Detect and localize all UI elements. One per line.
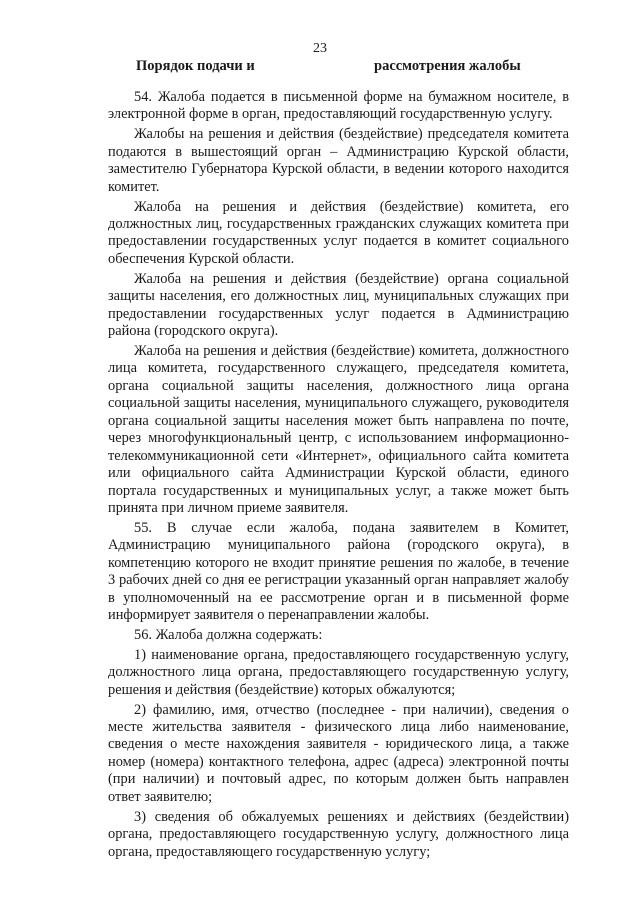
paragraph: Жалоба на решения и действия (бездействие) органа социальной защиты населения, его должностных лиц, муниципальных служащих при предоставлении государственных услуг подается в Администрацию района (городского округа). xyxy=(108,270,569,340)
paragraph: Жалоба на решения и действия (бездействие) комитета, должностного лица комитета, государственного служащего, председателя комитета, органа социальной защиты населения, должностного лица органа социальной защиты населения, муниципального служащего, руководителя органа социальной защиты населения может быть направлена по почте, через многофункциональный центр, с использованием информационно-телекоммуникационной сети «Интернет», официального сайта комитета или официального сайта Администрации Курской области, единого портала государственных и муниципальных услуг, а также может быть принята при личном приеме заявителя. xyxy=(108,342,569,516)
document-body xyxy=(108,89,569,863)
section-title-part-1: Порядок подачи и xyxy=(136,58,255,74)
page-number: 23 xyxy=(313,41,327,56)
paragraph: 1) наименование органа, предоставляющего государственную услугу, должностного лица органа, предоставляющего государственную услугу, решения и действия (бездействие) которых обжалуются; xyxy=(108,646,569,698)
paragraph: 3) сведения об обжалуемых решениях и действиях (бездействии) органа, предоставляющего государственную услугу, должностного лица органа, предоставляющего государственную услугу; xyxy=(108,808,569,860)
paragraph: Жалоба на решения и действия (бездействие) комитета, его должностных лиц, государственных гражданских служащих комитета при предоставлении государственных услуг подается в комитет социального обеспечения Курской области. xyxy=(108,198,569,267)
paragraph: 2) фамилию, имя, отчество (последнее - при наличии), сведения о месте жительства заявителя - физического лица либо наименование, сведения о месте нахождения заявителя - юридического лица, а также номер (номера) контактного телефона, адрес (адреса) электронной почты (при наличии) и почтовый адрес, по которым должен быть направлен ответ заявителю; xyxy=(108,701,569,805)
paragraph: 56. Жалоба должна содержать: xyxy=(134,626,323,643)
paragraph: 55. В случае если жалоба, подана заявителем в Комитет, Администрацию муниципального района (городского округа), в компетенцию которого не входит принятие решения по жалобе, в течение 3 рабочих дней со дня ее регистрации указанный орган направляет жалобу в уполномоченный на ее рассмотрение орган и в письменной форме информирует заявителя о перенаправлении жалобы. xyxy=(108,519,569,624)
paragraph: Жалобы на решения и действия (бездействие) председателя комитета подаются в вышестоящий орган – Администрацию Курской области, заместителю Губернатора Курской области, в ведении которого находится комитет. xyxy=(108,126,569,195)
paragraph: 54. Жалоба подается в письменной форме на бумажном носителе, в электронной форме в орган, предоставляющий государственную услугу. xyxy=(108,89,569,123)
section-title-part-2: рассмотрения жалобы xyxy=(374,58,521,74)
